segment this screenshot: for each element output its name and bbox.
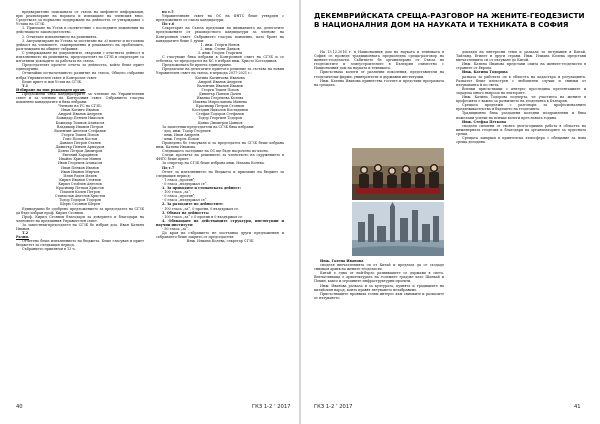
photo-icon [352, 202, 444, 256]
paragraph: Стефан Тодоров Стефанов [196, 112, 244, 117]
paragraph: Събранието приключи в 13 ч. [22, 247, 76, 252]
paragraph: Красимир Петков Христов [56, 186, 104, 191]
paragraph: Ивайло Христов Минев [59, 157, 101, 162]
paragraph: Илияна Мирославова Минева [193, 100, 247, 105]
paragraph: Отчет за изпълнението на бюджета и приемане на бюджет за следващия период: [156, 169, 284, 178]
paragraph: Инж. Катина Тодорова [462, 70, 508, 75]
paragraph: Станислав Ангелов Христов [54, 194, 106, 199]
paragraph: За секретар на СГЗБ беше избрана инж. Илиана Колева. [162, 161, 265, 166]
paragraph: 1. инж. Георги Ненов [200, 42, 240, 47]
paragraph: - 1 гласа „против“; [162, 177, 196, 182]
paragraph: Георги Тошев Попов [201, 87, 239, 92]
paragraph: - доц. инж. Тодор Георгиев [162, 128, 211, 133]
paragraph: Всички присъстващи с интерес проследиха презентациите и зададоха много въпроси на лекторите. [456, 86, 586, 95]
paragraph: Андрей Иванов Андреев [58, 112, 102, 117]
paragraph: За заместник-председател на СГЗБ бе избран доц. Иван Катинч Иванов. [16, 222, 144, 231]
paragraph: Срещата продължи с разговори за професионалните предизвикателства и бъдещето на геодезията. [456, 103, 586, 112]
paragraph: Следи: проектът на решението за членството на сдружението в ФНТС беше приет. [156, 153, 284, 162]
paragraph: Инж. Иванова разказа и за културата, кухнята и традициите на китайския народ, които правят пътуването незабравимо. [314, 283, 444, 292]
paragraph: По т.7 [162, 165, 175, 170]
paragraph: 3. инж. Георги Георгиев [197, 50, 243, 55]
paragraph: Пламен Колев Петров [60, 190, 100, 195]
paragraph: Щерю Стоянов Щерев [60, 202, 100, 207]
paragraph: Дончо Петров Димитров [57, 149, 103, 154]
paragraph: разказа за работата си в областта на кадастъра и регулацията. Разказът беше изпъстрен с любопитни случки и снимки от пътуванията ѝ по света. [456, 74, 586, 87]
paragraph: Инж. Стефка Петкова [462, 119, 507, 124]
paragraph: Членове на УС на СГЗБ: [58, 104, 102, 109]
right-page-column-1 [314, 50, 444, 147]
paragraph: Божидар Тошков Атанасов [55, 120, 105, 125]
paragraph: Т.2 [22, 231, 29, 236]
paragraph: Традиционно бяха раздадени коледни поздравления и бяха пожелани успехи на всички колеги през новата година. [456, 111, 586, 120]
paragraph: Иван Катинч Иванов [61, 108, 99, 113]
paragraph: Отчитайки по-нататъшното развитие на съюза, Общото събрание избра Управителен съвет и Контролен съвет. [16, 71, 144, 80]
paragraph: Красимир Петров Стоянов [195, 104, 245, 109]
right-page-column-2 [456, 50, 586, 402]
paragraph: На 13.12.2016 г. в Националния дом на науката и техниката в София се проведе традиционната предколедна среща-разговор на жените-геодезисти. Събитието бе организирано от Съюза на геодезистите и земеустроителите в България съвместно с Националния дом на науката и техниката. [314, 50, 444, 71]
paragraph: Избиране на нов ръководен орган. [16, 87, 86, 92]
paragraph: Владимир Иванов Петров [56, 124, 104, 129]
paragraph: Предлагаме на делегатите приетото решение за състава на новия Управителен съвет на съюза, в периода 2017-2021 г.: [156, 67, 284, 76]
paragraph: 2. За разходите по дейностите: [162, 202, 224, 207]
paragraph: Данаил Петров Станев [59, 141, 101, 145]
paragraph: Валентин Ангелов Стефанов [54, 128, 106, 133]
paragraph: Разни. [16, 235, 30, 240]
paragraph: Отчетено беше изпълнението на бюджета. Беше гласуван и приет бюджетът за следващия период. [16, 239, 144, 248]
paragraph: Инж. Катина Иванова приветства гостите и представи програмата на срещата. [314, 78, 444, 87]
paragraph: 1. За приходите и стопанската дейност: [162, 186, 241, 191]
paragraph: По т.6 [162, 22, 175, 27]
paragraph: - 100 гласа „за“ с 0 против и 0 въздържал се. [162, 214, 244, 219]
paragraph: Инж. Илиана Колева, секретар СГЗБ [186, 239, 254, 244]
paragraph: 3. Обхват на дейността: [162, 210, 210, 215]
right-journal-folio: ГКЗ 1-2 ’ 2017 [314, 404, 353, 410]
paragraph: Предложени бяха кандидатурите за членове на Управителния съвет и за членове на Контролния съвет. Събранието гласува поименно кандидатите и бяха избрани: [16, 91, 144, 105]
paragraph: - 100 гласа „за“, 0 против, 0 въздържал се. [162, 206, 240, 211]
paragraph: Присъстващите проявиха голям интерес към снимките и разказите от пътуването. [314, 291, 444, 300]
paragraph: Димитър Павлов Дачев [198, 91, 242, 96]
paragraph: Иван Иванов Мирчев [60, 169, 100, 174]
paragraph: Димитър Пенчев Арнаудов [55, 145, 105, 150]
paragraph: С гласуване бяха избрани в Контролния съвет на СГЗБ и се отбеляза, че председател на КС е избран инж. Христо Костадинов. [156, 55, 284, 64]
paragraph: До края на събранието не постъпиха други предложения и събранието беше закрито от председателя. [156, 231, 284, 240]
paragraph: Председателят прочете отчета за дейността, който беше приет единодушно. [16, 63, 144, 72]
paragraph: Кирил Стойчев Ангелов [58, 181, 102, 186]
paragraph: 3. Актуализиране на Устава за постигане на: а) повече и по-голяма дейност на членовете, същевременно и решаването на проблемите, разглеждани на общите събрания. [16, 38, 144, 51]
left-journal-folio: ГКЗ 1-2 ’ 2017 [252, 404, 291, 410]
paragraph: по т.5 [162, 10, 174, 14]
paragraph: Секретарят на Съюза предложи на вниманието на делегатите предложените от ръководството кандидатури за членове на Контролния съвет. Събранието гласува поименно, като броят на кандидатите беше 5 души: [156, 26, 284, 43]
article-headline: ДЕКЕМВРИЙСКАТА СРЕЩА-РАЗГОВОР НА ЖЕНИТЕ-ГЕОДЕЗИСТИ В НАЦИОНАЛНИЯ ДОМ НА НАУКАТА И ТЕХНИКАТА В СОФИЯ [314, 11, 585, 29]
paragraph: - 50 гласа „за“. [162, 226, 190, 231]
paragraph: Катина Катинчева Иванова [195, 75, 245, 80]
paragraph: Единодушно бе одобрено предложението за председател на СГЗБ да бъде избран проф. Кирил Стоянов. [16, 206, 144, 215]
paragraph: споделя впечатленията си от Китай и предлага да се създаде снимков архив на жените-геодезисти. [314, 263, 444, 272]
paragraph: - 0 гласа „против“; [162, 194, 196, 199]
paragraph: Иван Пенков Иванов [61, 165, 99, 170]
paragraph: - инж. Иван Андреев [162, 132, 200, 137]
paragraph: - 0 гласа „въздържал се“. [162, 198, 208, 203]
paragraph: Предложената бе приета единодушно. [162, 63, 232, 68]
right-page-number: 41 [574, 404, 581, 410]
photo-icon [352, 148, 444, 200]
paragraph: Китай е една от най-бързо развиващите се държави в света. Впечатляваща е архитектурата на големите градове като Шанхай и Пекин, както и огромните инфраструктурни проекти. [314, 271, 444, 284]
left-page-column-1 [16, 10, 144, 402]
paragraph: Тодор Тодоров Тодоров [59, 198, 101, 203]
paragraph: Божидар Пенчев Николов [56, 116, 104, 121]
group-photo [352, 148, 444, 200]
paragraph: предварително поисканата от съюза на шефовете информация, при реализиране на нормата и изплащане на членския внос. Средствата за нормално поддържане на дейността се утвърждават с Устава на СГЗБ. [16, 10, 144, 27]
paragraph: Проведено бе гласуване и за председател на СГЗБ беше избрана инж. Катина Иванова. [156, 141, 284, 150]
paragraph: С утвърждаване на документите, свързани с отчетната дейност и изпълнението на решенията, председателят на СГЗБ и секретарят са изготвили докладите за работата на съюза. [16, 50, 144, 64]
paragraph: сподели спомени от своята дългогодишна работа в областта на инженерната геодезия и благодари на организаторите за чудесната среща. [456, 123, 586, 136]
city-skyline-photo [352, 202, 444, 256]
paragraph: 1. Приемане на Устав в съответствие с последните изменения на действащото законодателство. [16, 26, 144, 35]
left-page-column-2 [156, 10, 284, 402]
paragraph: За заместник-председатели на СГЗБ бяха избрани: [162, 124, 255, 129]
paragraph: Иванка Георгиева Колева [196, 95, 244, 100]
paragraph: Управителният съвет на ОС на ФНТС беше утвърден с предложените от съюза кандидатури. [156, 14, 284, 23]
paragraph: 2. инж. Стоян Данков [200, 46, 240, 51]
left-page-number: 40 [16, 404, 23, 410]
paragraph: Евгений Харадинов [62, 153, 98, 158]
paragraph: Проф. Кирил Стоянов благодари за доверието и благодари на членовете на предишния Управителен съвет. [16, 214, 144, 223]
paragraph: Следващото заседание на ОС ще бъде насрочено по-късно. [162, 149, 269, 154]
paragraph: Валентин Иванов Иванов [197, 83, 243, 88]
paragraph: Георги Тошев Попов [61, 132, 99, 137]
paragraph: Инж. Галена Иванова [320, 259, 364, 263]
paragraph: Иван Георгиев Атанасов [57, 161, 103, 166]
paragraph: Присъстваха колеги от различни поколения, представители на геодезически фирми, университети и държавни институции. [314, 70, 444, 79]
paragraph: - инж. Георги Попов [162, 136, 199, 141]
paragraph: Тодор Георгиев Тодоров [198, 116, 242, 121]
right-page-column-3 [314, 259, 444, 402]
paragraph: - 0 гласа „въздържал се“. [162, 181, 208, 186]
paragraph: доклади на интересни теми и разкази за пътувания в Китай, Тайланд, Египет и други страни. Инж. Илиана Колева представи впечатленията си от пътуване до Китай. [456, 50, 586, 63]
paragraph: Срещата завърши в приятелска атмосфера с обещание за нова среща догодина. [456, 135, 586, 145]
paragraph: Кирил Иванов Стоянов [59, 177, 101, 182]
paragraph: Илия Радев Илиев [63, 173, 97, 178]
paragraph: Беше приет и нов Устав на СГЗБ. [22, 79, 83, 84]
page-gutter [299, 0, 301, 424]
paragraph: Цанко Димитров Цанков [197, 120, 243, 125]
paragraph: 4. Обхващане на действащите структури, институции и научни институти: [156, 218, 284, 227]
paragraph: Костадин Николов Костадинов [192, 108, 248, 113]
paragraph: Инж. Катина Тодорова подчерта, че участието на жените в професията е важно за развитието на геодезията в България. [456, 95, 586, 104]
paragraph: Гено Попов Костов [62, 136, 98, 141]
paragraph: - 100 гласа „за“; [162, 190, 192, 195]
paragraph: Андрей Иванов Андреев [198, 79, 242, 84]
paragraph: Т.1 [22, 83, 29, 88]
paragraph: 2. Отчитане изпълнението на решенията. [22, 34, 98, 39]
paragraph: Инж. Катина Иванова представи опита на жените-геодезисти в страните от Европа. [456, 62, 586, 71]
